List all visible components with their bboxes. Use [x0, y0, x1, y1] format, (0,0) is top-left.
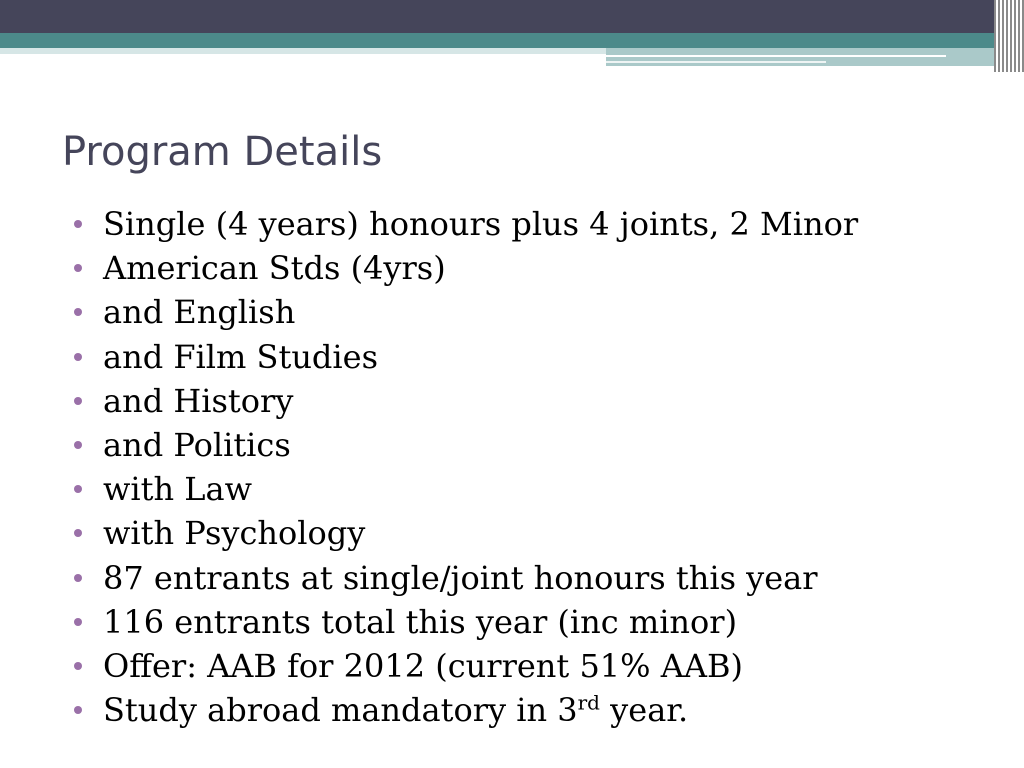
list-item	[74, 600, 858, 644]
list-item	[74, 423, 858, 467]
list-item	[74, 688, 858, 732]
bullet-text-study-abroad	[103, 690, 688, 730]
header-accent-line-secondary	[606, 61, 826, 63]
bullet-text: Single (4 years) honours plus 4 joints, 2 Minor	[103, 205, 859, 244]
bullet-icon	[74, 618, 82, 626]
header-teal-stripe	[0, 33, 1024, 48]
list-item	[74, 556, 858, 600]
list-item	[74, 379, 858, 423]
header-accent-block	[606, 48, 1002, 66]
bullet-text: and English	[103, 293, 296, 332]
bullet-icon	[74, 574, 82, 582]
header-dark-stripe	[0, 0, 1024, 33]
list-item	[74, 335, 858, 379]
list-item	[74, 467, 858, 511]
bullet-text: and History	[103, 381, 294, 420]
list-item	[74, 511, 858, 555]
ordinal-superscript: rd	[577, 690, 600, 715]
bullet-text: with Psychology	[103, 514, 366, 553]
bullet-text-main: Study abroad mandatory in 3	[103, 691, 578, 730]
bullet-text: American Stds (4yrs)	[103, 249, 446, 288]
bullet-text: and Politics	[103, 426, 291, 465]
header-accent-line	[606, 55, 946, 57]
bullet-icon	[74, 441, 82, 449]
bullet-text: with Law	[103, 470, 252, 509]
bullet-text: 87 entrants at single/joint honours this year	[103, 558, 818, 597]
bullet-icon	[74, 529, 82, 537]
bullet-icon	[74, 220, 82, 228]
bullet-icon	[74, 397, 82, 405]
list-item	[74, 290, 858, 334]
bullet-icon	[74, 485, 82, 493]
bullet-icon	[74, 662, 82, 670]
slide-title: Program Details	[62, 129, 383, 175]
bullet-text: Offer: AAB for 2012 (current 51% AAB)	[103, 646, 743, 685]
bullet-list	[74, 202, 858, 732]
bullet-text-tail: year.	[600, 691, 689, 730]
bullet-text: and Film Studies	[103, 337, 378, 376]
bullet-icon	[74, 706, 82, 714]
bullet-icon	[74, 353, 82, 361]
bullet-text: 116 entrants total this year (inc minor)	[103, 602, 738, 641]
list-item	[74, 202, 858, 246]
list-item	[74, 644, 858, 688]
header-edge-stripes	[994, 0, 1024, 72]
bullet-icon	[74, 308, 82, 316]
bullet-icon	[74, 264, 82, 272]
header-band	[0, 0, 1024, 70]
list-item	[74, 246, 858, 290]
header-light-stripe	[0, 48, 606, 54]
